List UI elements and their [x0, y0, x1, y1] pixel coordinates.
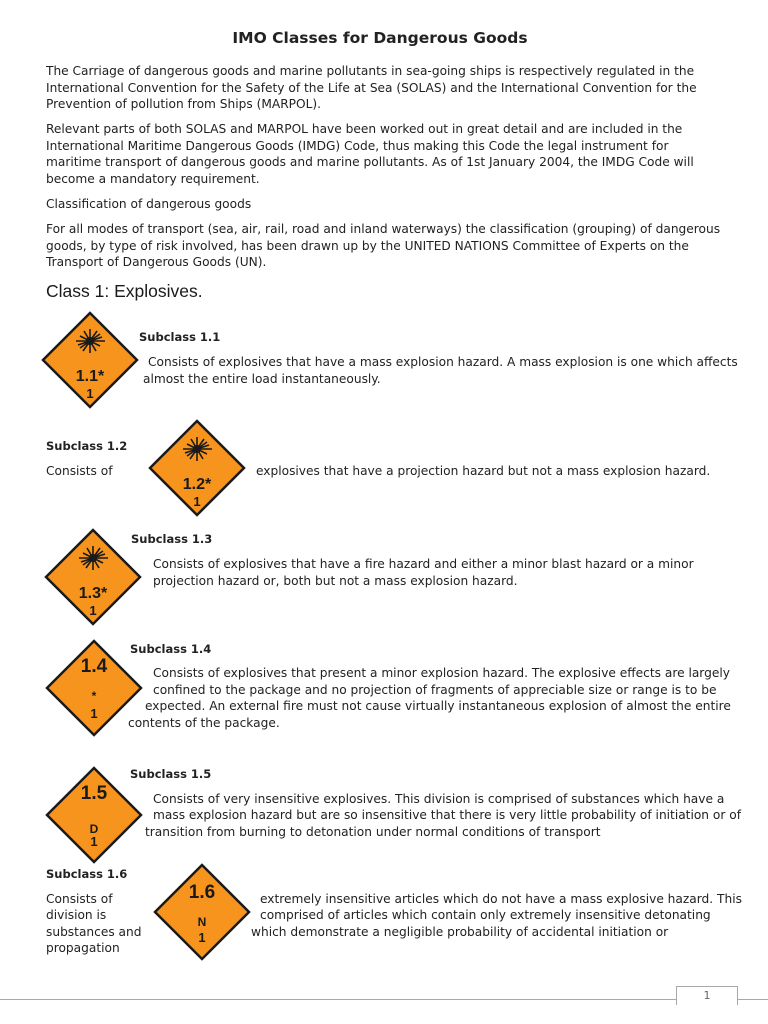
subclass-1-6-text-line: which demonstrate a negligible probability of accidental initiation or — [251, 925, 669, 939]
placard-1-2 — [147, 418, 247, 523]
subclass-1-3-text-line: projection hazard or, both but not a mass explosion hazard. — [153, 574, 518, 588]
subclass-1-6-left-line: Consists of — [46, 892, 113, 906]
explosive-placard-icon — [43, 527, 143, 627]
placard-1-1 — [40, 310, 140, 415]
paragraph-classification-heading: Classification of dangerous goods — [46, 197, 252, 211]
placard-1-3 — [43, 527, 143, 632]
subclass-1-2-heading: Subclass 1.2 — [46, 439, 128, 453]
subclass-1-6-left-line: substances and — [46, 925, 142, 939]
subclass-1-5-text-line: Consists of very insensitive explosives. This division is comprised of substances which have a — [153, 792, 725, 806]
subclass-1-6-left-line: propagation — [46, 941, 120, 955]
subclass-1-4-text-line: expected. An external fire must not cause virtually instantaneous explosion of almost the entire — [145, 699, 731, 713]
subclass-1-4-text-line: confined to the package and no projection of fragments of appreciable size or range is to be — [153, 683, 717, 697]
subclass-1-3-heading: Subclass 1.3 — [131, 532, 213, 546]
subclass-1-5-text-line: transition from burning to detonation under normal conditions of transport — [145, 825, 601, 839]
placard-division-label: 1 — [86, 386, 94, 401]
placard-class-label: 1.2* — [182, 476, 212, 493]
footer-rule — [0, 999, 768, 1000]
document-title: IMO Classes for Dangerous Goods — [232, 29, 528, 47]
page-number: 1 — [676, 986, 738, 1005]
subclass-1-6-text-line: comprised of articles which contain only extremely insensitive detonating — [260, 908, 711, 922]
placard-class-label: 1.6 — [188, 882, 216, 903]
placard-class-label: 1.1* — [75, 368, 105, 385]
placard-division-label: 1 — [90, 834, 98, 849]
subclass-1-6-text-line: extremely insensitive articles which do not have a mass explosive hazard. This — [260, 892, 742, 906]
subclass-1-2-text-line: explosives that have a projection hazard but not a mass explosion hazard. — [256, 464, 711, 478]
placard-class-label: 1.4 — [80, 656, 108, 677]
subclass-1-3-text-line: Consists of explosives that have a fire hazard and either a minor blast hazard or a minor — [153, 557, 694, 571]
placard-compat-label: D — [89, 822, 99, 836]
subclass-1-4-heading: Subclass 1.4 — [130, 642, 212, 656]
placard-division-label: 1 — [90, 706, 98, 721]
placard-division-label: 1 — [198, 930, 206, 945]
subclass-1-1-heading: Subclass 1.1 — [139, 330, 221, 344]
explosive-placard-icon — [152, 862, 252, 962]
subclass-1-4-text-line: contents of the package. — [128, 716, 280, 730]
paragraph-un-classification: For all modes of transport (sea, air, rail, road and inland waterways) the classification (grouping) of dangerous goods, by type of risk involved, has been drawn up by the UNITED NATIONS Committee of Experts on the Transport of Dangerous Goods (UN). — [46, 222, 721, 269]
placard-1-6 — [152, 862, 252, 967]
subclass-1-5-heading: Subclass 1.5 — [130, 767, 212, 781]
subclass-1-2-left-text: Consists of — [46, 464, 113, 478]
subclass-1-1-text-line: almost the entire load instantaneously. — [143, 372, 381, 386]
subclass-1-4-text-line: Consists of explosives that present a minor explosion hazard. The explosive effects are largely — [153, 666, 730, 680]
class-1-heading: Class 1: Explosives. — [46, 281, 203, 301]
explosive-placard-icon — [44, 765, 144, 865]
placard-compat-label: * — [91, 689, 97, 703]
subclass-1-1-text-line: Consists of explosives that have a mass explosion hazard. A mass explosion is one which affects — [148, 355, 738, 369]
placard-division-label: 1 — [89, 603, 97, 618]
subclass-1-6-left-line: division is — [46, 908, 107, 922]
paragraph-conventions: The Carriage of dangerous goods and marine pollutants in sea-going ships is respectively regulated in the International Convention for the Safety of the Life at Sea (SOLAS) and the International Convention for the Prevention of pollution from Ships (MARPOL). — [46, 64, 697, 111]
explosive-placard-icon — [147, 418, 247, 518]
placard-division-label: 1 — [193, 494, 201, 509]
placard-class-label: 1.5 — [80, 783, 108, 804]
placard-class-label: 1.3* — [78, 585, 108, 602]
subclass-1-6-heading: Subclass 1.6 — [46, 867, 128, 881]
explosive-placard-icon — [40, 310, 140, 410]
paragraph-imdg-code: Relevant parts of both SOLAS and MARPOL have been worked out in great detail and are included in the International Maritime Dangerous Goods (IMDG) Code, thus making this Code the legal instrument for maritime transport of dangerous goods and marine pollutants. As of 1st January 2004, the IMDG Code will become a mandatory requirement. — [46, 122, 694, 186]
placard-compat-label: N — [197, 915, 207, 929]
placard-1-5 — [44, 765, 144, 870]
subclass-1-5-text-line: mass explosion hazard but are so insensitive that there is very little probability of initiation or of — [153, 808, 741, 822]
